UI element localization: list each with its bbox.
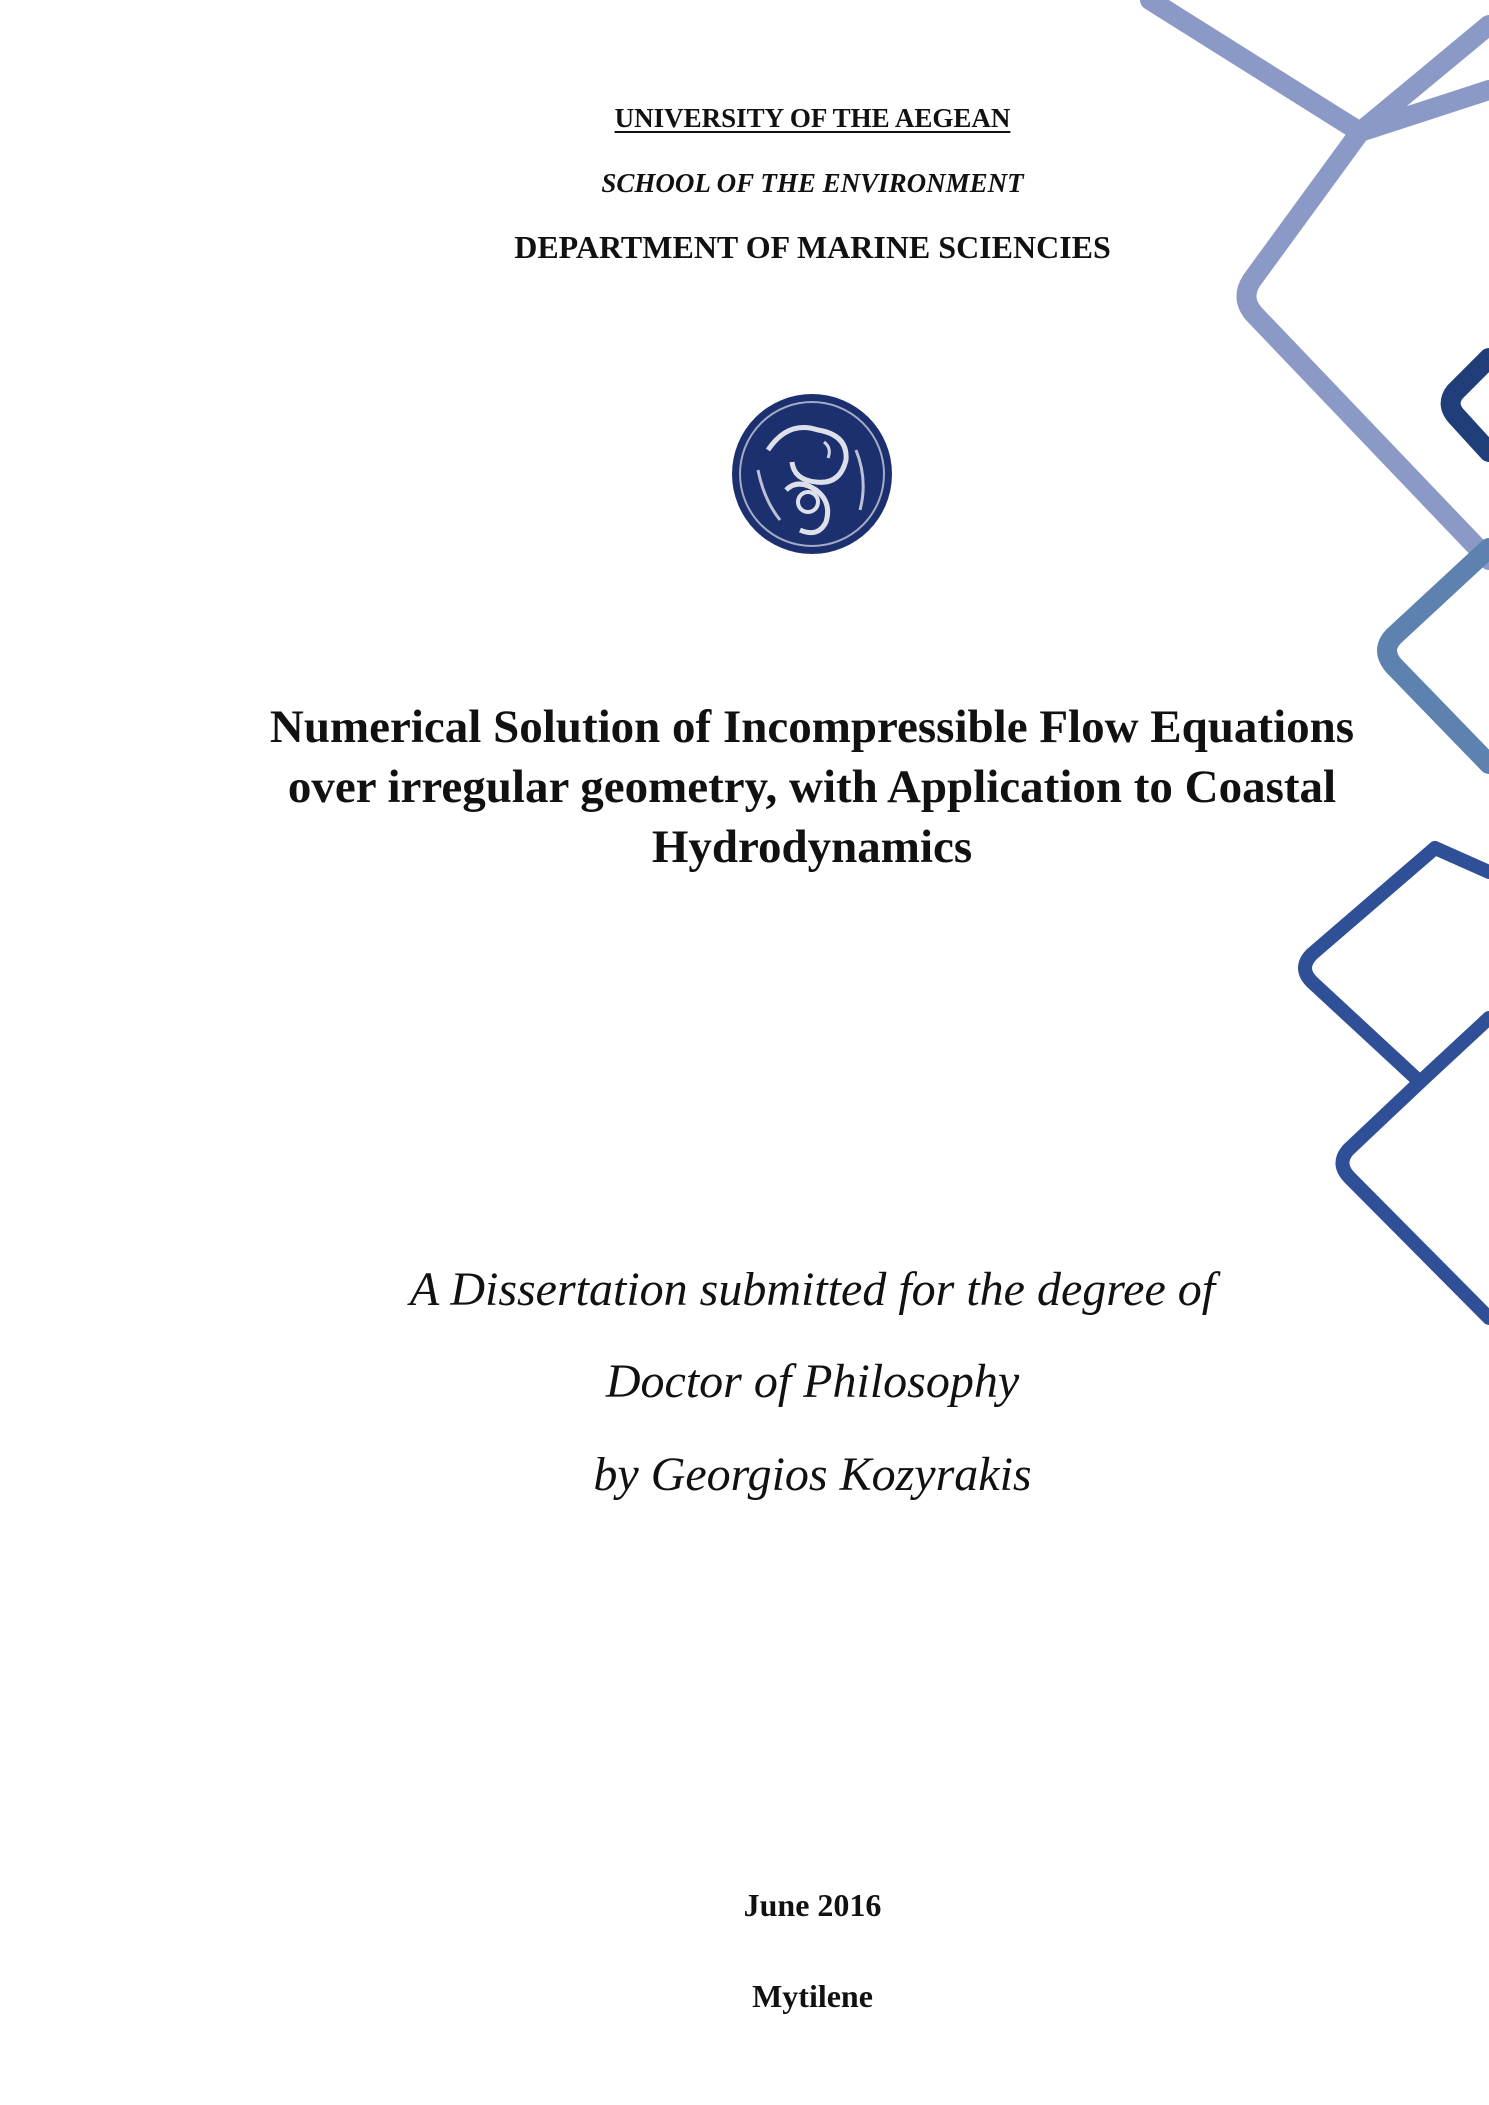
decor-diamond-navy — [1451, 358, 1489, 452]
university-name: UNIVERSITY OF THE AEGEAN — [614, 103, 1011, 133]
title-line: Numerical Solution of Incompressible Flow Equations — [269, 701, 1355, 753]
submission-place: Mytilene — [752, 1978, 873, 2014]
submission-date: June 2016 — [743, 1887, 882, 1923]
degree-name: Doctor of Philosophy — [605, 1355, 1020, 1408]
decor-diamond-blue-upper — [1305, 848, 1489, 1082]
submission-statement: A Dissertation submitted for the degree of — [409, 1263, 1216, 1316]
university-seal-icon — [728, 390, 896, 558]
school-name: SCHOOL OF THE ENVIRONMENT — [601, 168, 1024, 198]
dissertation-title — [212, 697, 1412, 877]
title-line: over irregular geometry, with Application to Coastal — [287, 761, 1337, 813]
author-name: by Georgios Kozyrakis — [593, 1448, 1032, 1501]
title-line: Hydrodynamics — [651, 821, 973, 873]
department-name: DEPARTMENT OF MARINE SCIENCIES — [514, 229, 1111, 265]
decor-diamond-large — [1246, 90, 1489, 560]
